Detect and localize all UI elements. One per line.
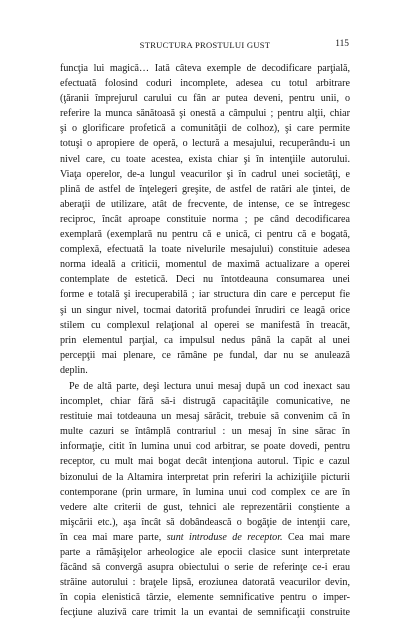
line-text: Viaţa operelor, de-a lungul veacurilor şi în cadrul unei societăţi, e xyxy=(60,168,350,180)
text-line xyxy=(60,303,350,318)
text-line xyxy=(60,272,350,287)
line-text: bizonului de la Altamira interpretat prin referiri la achiziţiile picturii xyxy=(60,471,350,483)
text-line xyxy=(60,318,350,333)
text-line xyxy=(60,560,350,575)
line-text: restituie mai totdeauna un mesaj sărăcit, trebuie să convenim că în xyxy=(60,411,350,423)
text-line xyxy=(60,379,350,394)
line-text: şi un singur nivel, tocmai datorită profundei înrudiri ce leagă orice xyxy=(60,304,350,316)
text-line xyxy=(60,424,350,439)
line-text: în cea mai mare parte, xyxy=(60,531,167,543)
text-line xyxy=(60,242,350,257)
line-text: fecţiune aluzivă care trimit la un evantai de semnificaţii construite xyxy=(60,607,350,619)
text-line xyxy=(60,530,350,545)
body-text xyxy=(60,61,350,620)
text-line xyxy=(60,76,350,91)
line-text: referire la munca sănătoasă şi onestă a câmpului ; pentru alţii, chiar xyxy=(60,108,350,120)
line-text: forme e totală şi irecuperabilă ; iar structura din care e perceput fie xyxy=(60,289,350,301)
text-line xyxy=(60,227,350,242)
text-line xyxy=(60,363,350,378)
text-line xyxy=(60,182,350,197)
paragraph xyxy=(60,61,350,378)
text-line xyxy=(60,106,350,121)
line-text: informaţie, citit în lumina unui cod arbitrar, se poate dovedi, pentru xyxy=(60,441,350,453)
text-line xyxy=(60,515,350,530)
line-text: vedere alte criterii de gust, tehnici ale reprezentării conştiente a xyxy=(60,501,350,513)
line-text: contemplate de estetică. Deci nu întotdeauna consumarea unei xyxy=(60,274,350,286)
text-line xyxy=(60,212,350,227)
italic-emphasis: sunt introduse de receptor. xyxy=(166,531,283,543)
text-line xyxy=(60,197,350,212)
line-text: reciproc, încât aproape constituie norma ; pe când decodificarea xyxy=(60,213,350,225)
text-line xyxy=(60,167,350,182)
text-line xyxy=(60,454,350,469)
running-head: STRUCTURA PROSTULUI GUST xyxy=(139,40,271,50)
text-line xyxy=(60,61,350,76)
text-line xyxy=(60,590,350,605)
line-text: multe cazuri se întâmplă contrariul : un mesaj în sine sărac în xyxy=(60,426,350,438)
line-text: totuşi o apropiere de operă, o lectură a mesajului, recuperându-i un xyxy=(60,138,350,150)
text-line xyxy=(60,409,350,424)
line-text: plină de astfel de înţelegeri greşite, de astfel de ratări ale ţintei, de xyxy=(60,183,350,195)
paragraph xyxy=(60,379,350,620)
text-line xyxy=(60,439,350,454)
text-line xyxy=(60,152,350,167)
text-line xyxy=(60,605,350,620)
line-text: Cea mai mare xyxy=(282,531,350,543)
text-line xyxy=(60,394,350,409)
text-line xyxy=(60,470,350,485)
line-text: complexă, efectuată la toate nivelurile mesajului) constituie adesea xyxy=(60,244,350,256)
line-text: făcând să convergă asupra obiectului o serie de referinţe ce-i erau xyxy=(60,562,350,574)
text-line xyxy=(60,485,350,500)
line-text: contemporane (prin urmare, în lumina unui cod complex ce are în xyxy=(60,486,350,498)
text-line xyxy=(60,136,350,151)
line-text: efectuată folosind coduri incomplete, adesea cu totul arbitrare xyxy=(60,78,350,90)
line-text: Pe de altă parte, deşi lectura unui mesaj după un cod inexact sau xyxy=(69,380,350,392)
text-line xyxy=(60,545,350,560)
text-line xyxy=(60,121,350,136)
text-line xyxy=(60,257,350,272)
line-text: nivel care, cu toate acestea, exista chiar şi în intenţiile autorului. xyxy=(60,153,350,165)
line-text: receptor, cu mult mai bogat decât intenţiona autorul. Tipic e cazul xyxy=(60,456,350,468)
line-text: în copia elenistică târzie, elemente semnificative pentru o imper- xyxy=(60,592,350,604)
line-text: (ţăranii împrejurul carului cu fân ar putea deveni, pentru unii, o xyxy=(60,93,350,105)
line-text: norma ideală a criticii, momentul de maximă actualizare a operei xyxy=(60,259,350,271)
line-text: mişcării etc.), aşa încât să dobândească o bogăţie de intenţii care, xyxy=(60,516,350,528)
line-text: exemplară (exemplară nu pentru că e unică, ci pentru că e bogată, xyxy=(60,229,350,241)
line-text: aberaţii de utilizare, atât de frecvente, de intense, ce se întregesc xyxy=(60,198,350,210)
page-number: 115 xyxy=(335,39,349,49)
line-text: străine autorului : braţele lipsă, eroziunea datorată veacurilor devin, xyxy=(60,577,350,589)
line-text: parte a rămăşiţelor arheologice ale epocii clasice sunt interpretate xyxy=(60,547,350,558)
text-line xyxy=(60,287,350,302)
line-text: percepţii mai plenare, ce rămâne pe fundal, dar nu se anulează xyxy=(60,349,350,361)
line-text: funcţia lui magică… Iată câteva exemple de decodificare parţială, xyxy=(60,63,350,74)
line-text: stilem cu complexul relaţional al operei se manifestă în treacăt, xyxy=(60,319,350,331)
line-text: deplin. xyxy=(60,364,88,376)
text-line xyxy=(60,575,350,590)
text-line xyxy=(60,348,350,363)
text-line xyxy=(60,333,350,348)
text-line xyxy=(60,500,350,515)
text-line xyxy=(60,91,350,106)
line-text: incomplet, chiar fără să-i distrugă capacităţile comunicative, ne xyxy=(60,396,350,408)
line-text: şi o glorificare profetică a comunităţii de colhoz), şi care permite xyxy=(60,123,350,135)
line-text: prin elementul parţial, ca impulsul nedus până la capăt al unei xyxy=(60,334,350,346)
